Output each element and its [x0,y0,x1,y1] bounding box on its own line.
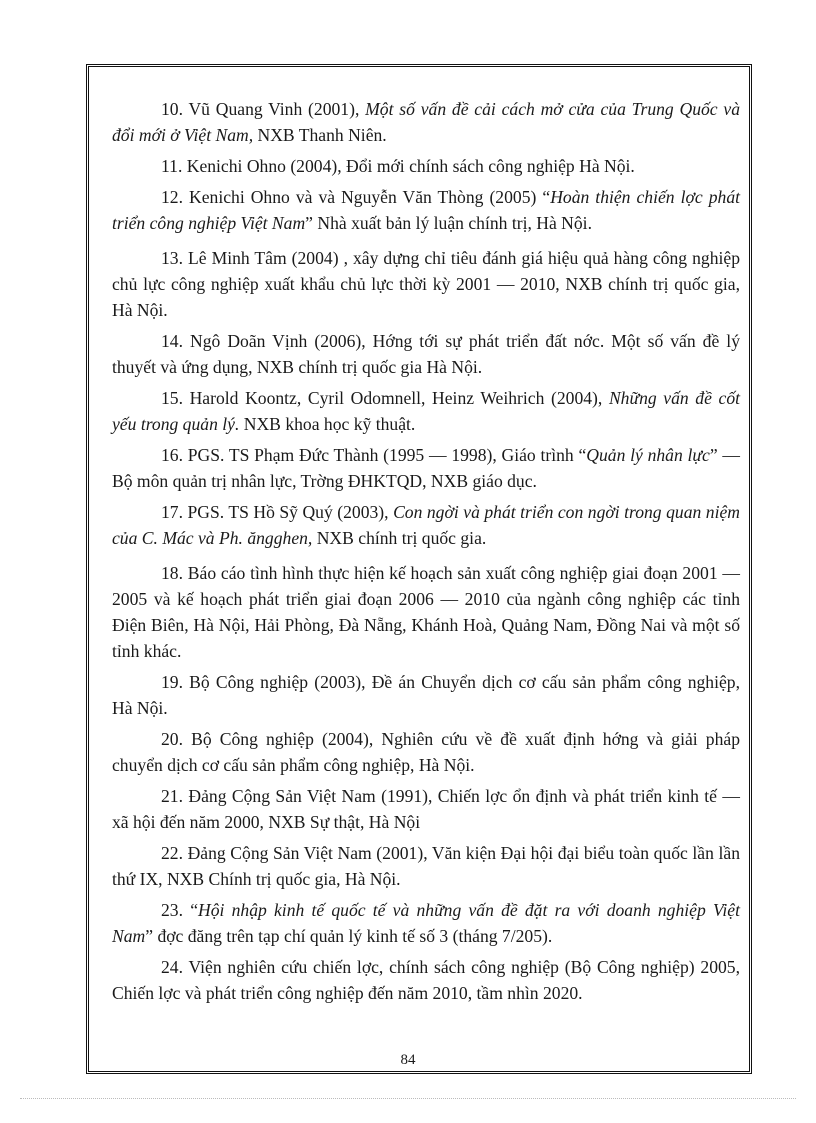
reference-item: 11. Kenichi Ohno (2004), Đổi mới chính sách công nghiệp Hà Nội. [161,156,635,176]
reference-item: 20. Bộ Công nghiệp (2004), Nghiên cứu về đề xuất định hớng và giải pháp chuyển dịch cơ cấu sản phẩm công nghiệp, Hà Nội. [112,729,740,775]
reference-item: 15. Harold Koontz, Cyril Odomnell, Heinz Weihrich (2004), Những vấn đề cốt yếu trong quản lý. NXB khoa học kỹ thuật. [112,388,741,434]
reference-item: 17. PGS. TS Hồ Sỹ Quý (2003), Con ngời và phát triển con ngời trong quan niệm của C. Mác và Ph. ăngghen, NXB chính trị quốc gia. [112,502,740,548]
reference-item: 19. Bộ Công nghiệp (2003), Đề án Chuyển dịch cơ cấu sản phẩm công nghiệp, Hà Nội. [112,672,740,718]
reference-item: 24. Viện nghiên cứu chiến lợc, chính sách công nghiệp (Bộ Công nghiệp) 2005, Chiến lợc và phát triển công nghiệp đến năm 2010, tầm nhìn 2020. [112,957,740,1003]
page-number: 84 [400,1052,416,1068]
reference-list [112,96,740,1011]
footer-divider [20,1098,796,1099]
reference-item: 13. Lê Minh Tâm (2004) , xây dựng chỉ tiêu đánh giá hiệu quả hàng công nghiệp chủ lực công nghiệp xuất khẩu chủ lực thời kỳ 2001 — 2010, NXB chính trị quốc gia, Hà Nội. [112,248,740,320]
reference-item: 23. “Hội nhập kinh tế quốc tế và những vấn đề đặt ra với doanh nghiệp Việt Nam” đợc đăng trên tạp chí quản lý kinh tế số 3 (tháng 7/205). [112,900,741,946]
reference-item: 14. Ngô Doãn Vịnh (2006), Hớng tới sự phát triển đất nớc. Một số vấn đề lý thuyết và ứng dụng, NXB chính trị quốc gia Hà Nội. [112,331,740,377]
reference-item: 22. Đảng Cộng Sản Việt Nam (2001), Văn kiện Đại hội đại biểu toàn quốc lần lần thứ IX, NXB Chính trị quốc gia, Hà Nội. [112,843,740,889]
reference-item: 12. Kenichi Ohno và và Nguyễn Văn Thòng (2005) “Hoàn thiện chiến lợc phát triển công nghiệp Việt Nam” Nhà xuất bản lý luận chính trị, Hà Nội. [112,187,740,233]
reference-item: 10. Vũ Quang Vinh (2001), Một số vấn đề cải cách mở cửa của Trung Quốc và đổi mới ở Việt Nam, NXB Thanh Niên. [112,99,740,145]
reference-item: 16. PGS. TS Phạm Đức Thành (1995 — 1998), Giáo trình “Quản lý nhân lực” —Bộ môn quản trị nhân lực, Trờng ĐHKTQD, NXB giáo dục. [112,445,740,491]
reference-item: 18. Báo cáo tình hình thực hiện kế hoạch sản xuất công nghiệp giai đoạn 2001 — 2005 và kế hoạch phát triển giai đoạn 2006 — 2010 của ngành công nghiệp các tỉnh Điện Biên, Hà Nội, Hải Phòng, Đà Nẵng, Khánh Hoà, Quảng Nam, Đồng Nai và một số tỉnh khác. [112,563,740,661]
reference-item: 21. Đảng Cộng Sản Việt Nam (1991), Chiến lợc ổn định và phát triển kinh tế — xã hội đến năm 2000, NXB Sự thật, Hà Nội [112,786,740,832]
